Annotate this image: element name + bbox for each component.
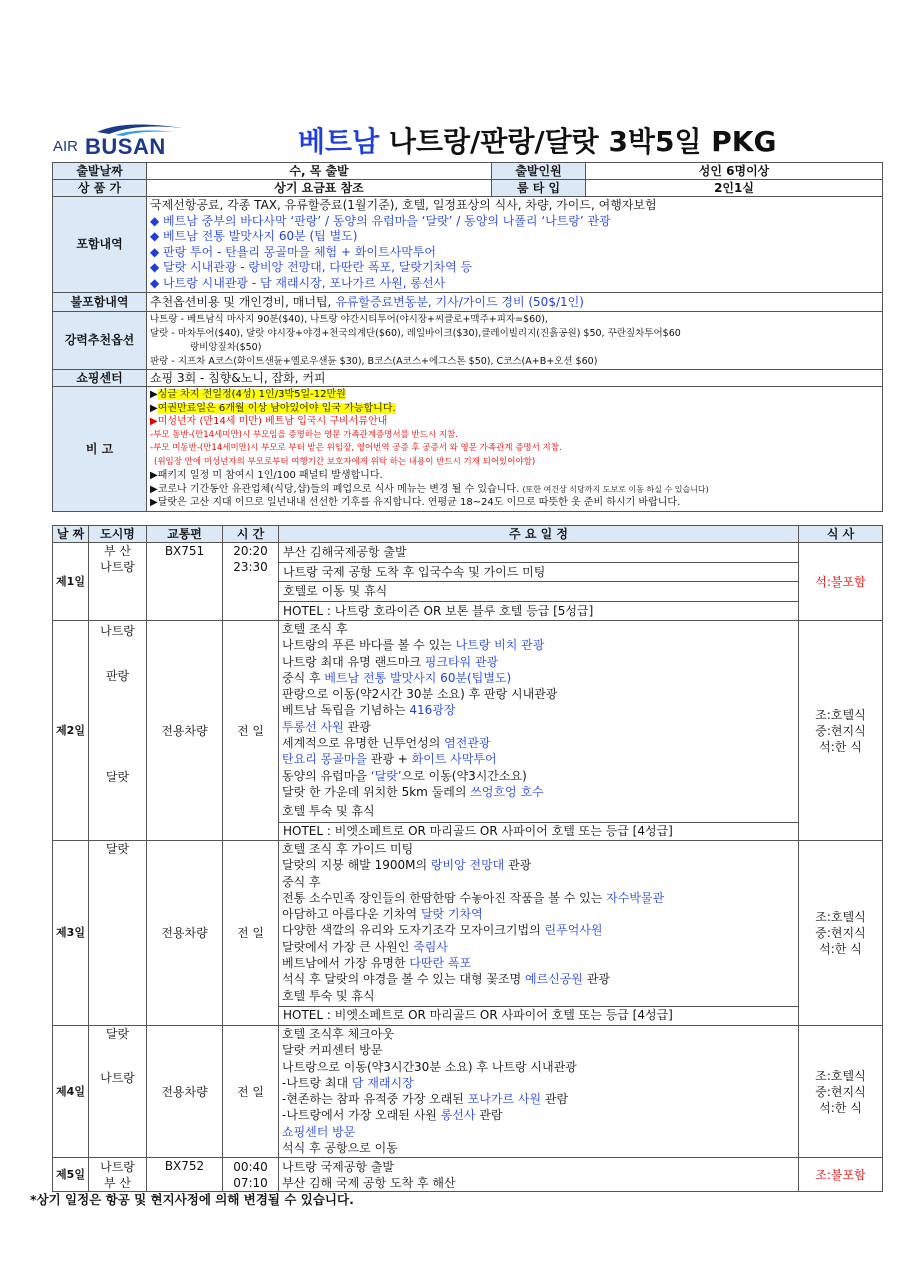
option-line: 달랏 - 마차투어($40), 달랏 야시장+야경+천국의계단($60), 레일바이크($30),클레이빌리지(진흙공원) $50, 꾸란짚차투어$60 (150, 327, 681, 339)
note-line: ▶달랏은 고산 지대 이므로 일년내내 선선한 기후를 유지합니다. 연평균 18~24도 이므로 따뜻한 옷 준비 하시기 바랍니다. (150, 497, 681, 509)
day-meal: 조:불포함 (799, 1158, 883, 1192)
option-line: 나트랑 - 베트남식 마사지 90분($40), 나트랑 야간시티투어(야시장+씨클로+맥주+피자=$60), (150, 313, 548, 325)
day-transport: 전용차량 (147, 1026, 223, 1158)
diamond-icon: ◆ (150, 275, 164, 290)
exclude-label: 불포함내역 (53, 293, 147, 312)
day-meal: 석:불포함 (799, 543, 883, 621)
col-itinerary: 주 요 일 정 (279, 526, 799, 543)
day-city: 달랏 나트랑 (89, 1026, 147, 1158)
itinerary-line: 석식 후 공항으로 이동 (282, 1141, 398, 1156)
logo-prefix: AIR (53, 138, 79, 155)
day-time: 00:40 07:10 (223, 1158, 279, 1192)
note-cell (147, 387, 883, 512)
air-busan-logo (53, 122, 183, 158)
day-label: 제1일 (53, 543, 89, 621)
depart-people-value: 성인 6명이상 (586, 163, 883, 180)
note-line: (위임장 안에 미성년자의 부모로부터 여행기간 보호자에게 위탁 하는 내용이 반드시 기재 되어있어야함) (154, 456, 536, 467)
itinerary-line: 석식 후 달랏의 야경을 볼 수 있는 대형 꽃조명 예르신공원 관광 (282, 972, 610, 987)
title-country: 베트남 (298, 125, 380, 158)
itinerary-line: 나트랑의 푸른 바다를 볼 수 있는 나트랑 비치 관광 (282, 638, 545, 653)
day-time: 전 일 (223, 841, 279, 1026)
price-label: 상 품 가 (53, 180, 147, 197)
day-row (53, 841, 883, 1026)
itinerary-line: HOTEL : 비엣소페트로 OR 마리골드 OR 사파이어 호텔 또는 등급 [4성급] (279, 822, 798, 839)
include-item: ◆ 나트랑 시내관광 - 담 재래시장, 포나가르 사원, 롱선사 (150, 275, 446, 290)
day-label: 제5일 (53, 1158, 89, 1192)
include-cell (147, 197, 883, 293)
diamond-icon: ◆ (150, 244, 164, 259)
footer-note: *상기 일정은 항공 및 현지사정에 의해 변경될 수 있습니다. (30, 1192, 354, 1207)
col-transport: 교통편 (147, 526, 223, 543)
itinerary-line: 달랏에서 가장 큰 사원인 죽림사 (282, 939, 448, 954)
shop-value: 쇼핑 3회 - 침향&노니, 잡화, 커피 (147, 370, 883, 387)
info-table (52, 162, 883, 512)
itinerary-line: 나트랑으로 이동(약3시간30분 소요) 후 나트랑 시내관광 (282, 1059, 577, 1074)
depart-date-label: 출발날짜 (53, 163, 147, 180)
day-itinerary (279, 621, 799, 841)
include-line: 국제선항공료, 각종 TAX, 유류할증료(1월기준), 호텔, 일정표상의 식사, 차량, 가이드, 여행자보험 (150, 198, 657, 212)
include-item: ◆ 베트남 전통 발맛사지 60분 (팁 별도) (150, 229, 358, 243)
itinerary-line: 호텔 조식후 체크아웃 (282, 1027, 394, 1041)
col-city: 도시명 (89, 526, 147, 543)
room-label: 룸 타 입 (492, 180, 586, 197)
depart-date-value: 수, 목 출발 (147, 163, 492, 180)
itinerary-line: 동양의 유럽마을 ‘달랏’으로 이동(약3시간소요) (282, 768, 527, 783)
option-line: 판랑 - 지프차 A코스(화이트샌듄+옐로우샌듄 $30), B코스(A코스+에그스톤 $50), C코스(A+B+오션 $60) (150, 355, 598, 367)
day-row (53, 1158, 883, 1192)
logo-brand: BUSAN (85, 134, 166, 159)
day-row (53, 621, 883, 841)
itinerary-line: 판랑으로 이동(약2시간 30분 소요) 후 판랑 시내관광 (282, 687, 558, 702)
note-line: -부모 동반-(만14세미만)시 부모임을 증명하는 영문 가족관계증명서를 반드시 지참. (150, 429, 458, 440)
shop-label: 쇼핑센터 (53, 370, 147, 387)
itinerary-line: 베트남 독립을 기념하는 416광장 (282, 703, 456, 718)
day-city: 부 산 나트랑 (89, 543, 147, 621)
day-label: 제2일 (53, 621, 89, 841)
exclude-cell: 추천옵션비용 및 개인경비, 매너팁, 유류할증료변동분, 기사/가이드 경비 (50$/1인) (147, 293, 883, 312)
itinerary-line: HOTEL : 비엣소페트로 OR 마리골드 OR 사파이어 호텔 또는 등급 [4성급] (279, 1006, 798, 1023)
day-meal: 조:호텔식 중:현지식 석:한 식 (799, 841, 883, 1026)
day-meal: 조:호텔식 중:현지식 석:한 식 (799, 621, 883, 841)
room-value: 2인1실 (586, 180, 883, 197)
itinerary-line: 아담하고 아름다운 기차역 달랏 기차역 (282, 907, 483, 922)
day-transport: 전용차량 (147, 841, 223, 1026)
itinerary-line: 호텔 조식 후 가이드 미팅 (282, 842, 414, 856)
day-time: 20:20 23:30 (223, 543, 279, 621)
option-cell (147, 312, 883, 370)
itinerary-line: 다양한 색깔의 유리와 도자기조각 모자이크기법의 린푸억사원 (282, 923, 603, 938)
day-transport: 전용차량 (147, 621, 223, 841)
col-date: 날 짜 (53, 526, 89, 543)
note-line: ▶패키지 일정 미 참여시 1인/100 패널티 발생합니다. (150, 470, 383, 482)
itinerary-line: 투롱선 사원 관광 (282, 719, 371, 734)
itinerary-line: 세계적으로 유명한 닌투언성의 염전관광 (282, 736, 491, 751)
day-label: 제4일 (53, 1026, 89, 1158)
itinerary-line: 부산 김해 국제 공항 도착 후 해산 (282, 1175, 456, 1190)
include-item: ◆ 달랏 시내관광 - 랑비앙 전망대, 다딴란 폭포, 달랏기차역 등 (150, 260, 473, 274)
note-line: ▶여권만료일은 6개월 이상 남아있어야 입국 가능합니다. (150, 402, 396, 414)
itinerary-line: -나트랑에서 가장 오래된 사원 롱선사 관람 (282, 1108, 503, 1123)
day-row (53, 1026, 883, 1158)
price-value: 상기 요금표 참조 (147, 180, 492, 197)
header (53, 118, 883, 160)
itinerary-line: 부산 김해국제공항 출발 (279, 543, 798, 563)
day-itinerary (279, 841, 799, 1026)
option-label: 강력추천옵션 (53, 312, 147, 370)
day-row (53, 543, 883, 621)
day-time: 전 일 (223, 621, 279, 841)
itinerary-line: 달랏 커피센터 방문 (282, 1043, 383, 1058)
day-time: 전 일 (223, 1026, 279, 1158)
include-item: ◆ 베트남 중부의 바다사막 ‘판랑’ / 동양의 유럽마을 ‘달랏’ / 동양의 나폴리 ‘나트랑’ 관광 (150, 213, 611, 228)
day-itinerary (279, 1026, 799, 1158)
itinerary-line: 나트랑 국제공항 출발 (282, 1159, 394, 1174)
itinerary-line: 전통 소수민족 장인들의 한땀한땀 수놓아진 작품을 볼 수 있는 자수박물관 (282, 890, 665, 905)
note-line: ▶싱글 차지 전일정(4성) 1인/3박5일-12만원 (150, 389, 346, 401)
day-city: 나트랑 판랑 달랏 (89, 621, 147, 841)
itinerary-line: 호텔 조식 후 (282, 622, 348, 636)
note-line: -부모 미동반-(만14세미만)시 부모로 부터 받은 위임장, 영어번역 공증 후 공증서 와 영문 가족관계 증명서 지참. (150, 443, 562, 454)
include-label: 포함내역 (53, 197, 147, 293)
diamond-icon: ◆ (150, 213, 164, 228)
day-city: 달랏 (89, 841, 147, 1026)
day-transport: BX752 (147, 1158, 223, 1192)
itinerary-line: 나트랑 최대 유명 랜드마크 핑크타워 관광 (282, 654, 499, 669)
schedule-table (52, 525, 883, 1192)
day-label: 제3일 (53, 841, 89, 1026)
itinerary-line: 호텔로 이동 및 휴식 (279, 582, 798, 602)
itinerary-line: 중식 후 베트남 전통 발맛사지 60분(팁별도) (282, 670, 512, 685)
col-meal: 식 사 (799, 526, 883, 543)
day-transport: BX751 (147, 543, 223, 621)
depart-people-label: 출발인원 (492, 163, 586, 180)
itinerary-line: 중식 후 (282, 874, 321, 889)
day-itinerary (279, 543, 799, 621)
itinerary-line: 호텔 투숙 및 휴식 (282, 988, 375, 1003)
note-line: ▶코로나 기간동안 유관업체(식당,샵)들의 폐업으로 식사 메뉴는 변경 될 수 있습니다. (또한 여건상 식당까지 도보로 이동 하실 수 있습니다) (150, 483, 709, 495)
note-line: ▶미성년자 (만14세 미만) 베트남 입국시 구비서류안내 (150, 416, 388, 428)
day-itinerary (279, 1158, 799, 1192)
itinerary-line: 나트랑 국제 공항 도착 후 입국수속 및 가이드 미팅 (279, 563, 798, 583)
include-item: ◆ 판랑 투어 - 탄욜리 몽골마을 체험 + 화이트사막투어 (150, 244, 436, 259)
itinerary-line: 호텔 투숙 및 휴식 (282, 804, 375, 819)
itinerary-line: 탄요리 몽골마을 관광 + 화이트 사막투어 (282, 752, 497, 767)
diamond-icon: ◆ (150, 260, 164, 274)
itinerary-line: 달랏 한 가운데 위치한 5km 둘레의 쓰엉흐엉 호수 (282, 784, 544, 799)
option-line: 랑비앙짚차($50) (190, 341, 262, 353)
page-title (298, 120, 776, 160)
title-rest: 나트랑/판랑/달랏 3박5일 PKG (379, 125, 777, 158)
itinerary-line: 베트남에서 가장 유명한 다딴란 폭포 (282, 956, 472, 971)
diamond-icon: ◆ (150, 229, 164, 243)
itinerary-line: -나트랑 최대 담 재래시장 (282, 1075, 414, 1090)
day-city: 나트랑 부 산 (89, 1158, 147, 1192)
itinerary-line: HOTEL : 나트랑 호라이즌 OR 보톤 블루 호텔 등급 [5성급] (283, 603, 594, 618)
day-meal: 조:호텔식 중:현지식 석:한 식 (799, 1026, 883, 1158)
col-time: 시 간 (223, 526, 279, 543)
itinerary-line: 달랏의 지붕 해발 1900M의 랑비앙 전망대 관광 (282, 858, 532, 873)
note-label: 비 고 (53, 387, 147, 512)
itinerary-line: -현존하는 참파 유적중 가장 오래된 포나가르 사원 관람 (282, 1092, 569, 1107)
itinerary-line: 쇼핑센터 방문 (282, 1124, 356, 1139)
